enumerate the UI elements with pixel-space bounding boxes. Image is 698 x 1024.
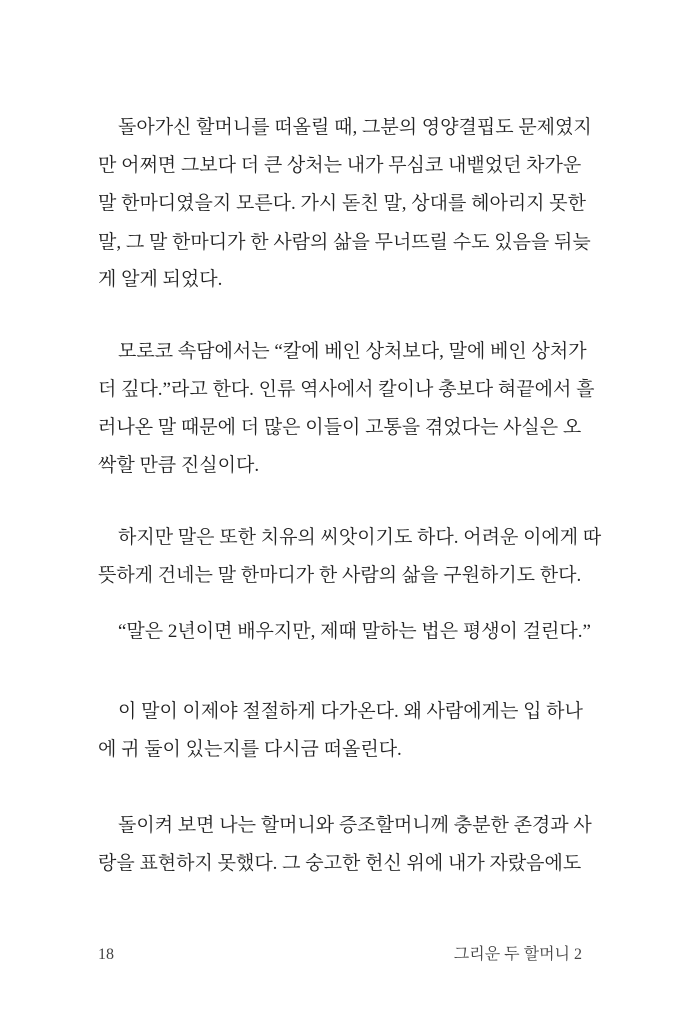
text-line: 더 깊다.”라고 한다. 인류 역사에서 칼이나 총보다 혀끝에서 흘 — [98, 379, 595, 400]
page-number: 18 — [98, 946, 114, 963]
text-line: 뜻하게 건네는 말 한마디가 한 사람의 삶을 구원하기도 한다. — [98, 565, 582, 586]
text-line: 에 귀 둘이 있는지를 다시금 떠올린다. — [98, 739, 402, 760]
quote-line: “말은 2년이면 배우지만, 제때 말하는 법은 평생이 걸린다.” — [118, 621, 591, 642]
text-line: 하지만 말은 또한 치유의 씨앗이기도 하다. 어려운 이에게 따 — [118, 527, 602, 548]
text-line: 돌아가신 할머니를 떠올릴 때, 그분의 영양결핍도 문제였지 — [118, 117, 592, 138]
text-line: 돌이켜 보면 나는 할머니와 증조할머니께 충분한 존경과 사 — [118, 815, 592, 836]
text-line: 말 한마디였을지 모른다. 가시 돋친 말, 상대를 헤아리지 못한 — [98, 193, 586, 214]
text-line: 게 알게 되었다. — [98, 269, 223, 290]
text-line: 모로코 속담에서는 “칼에 베인 상처보다, 말에 베인 상처가 — [118, 341, 587, 362]
text-line: 말, 그 말 한마디가 한 사람의 삶을 무너뜨릴 수도 있음을 뒤늦 — [98, 232, 591, 253]
text-line: 러나온 말 때문에 더 많은 이들이 고통을 겪었다는 사실은 오 — [98, 417, 582, 438]
text-line: 싹할 만큼 진실이다. — [98, 455, 260, 476]
text-line: 랑을 표현하지 못했다. 그 숭고한 헌신 위에 내가 자랐음에도 — [98, 853, 582, 874]
running-title: 그리운 두 할머니 2 — [453, 946, 582, 963]
text-line: 만 어쩌면 그보다 더 큰 상처는 내가 무심코 내뱉었던 차가운 — [98, 155, 582, 176]
text-line: 이 말이 이제야 절절하게 다가온다. 왜 사람에게는 입 하나 — [118, 701, 583, 722]
